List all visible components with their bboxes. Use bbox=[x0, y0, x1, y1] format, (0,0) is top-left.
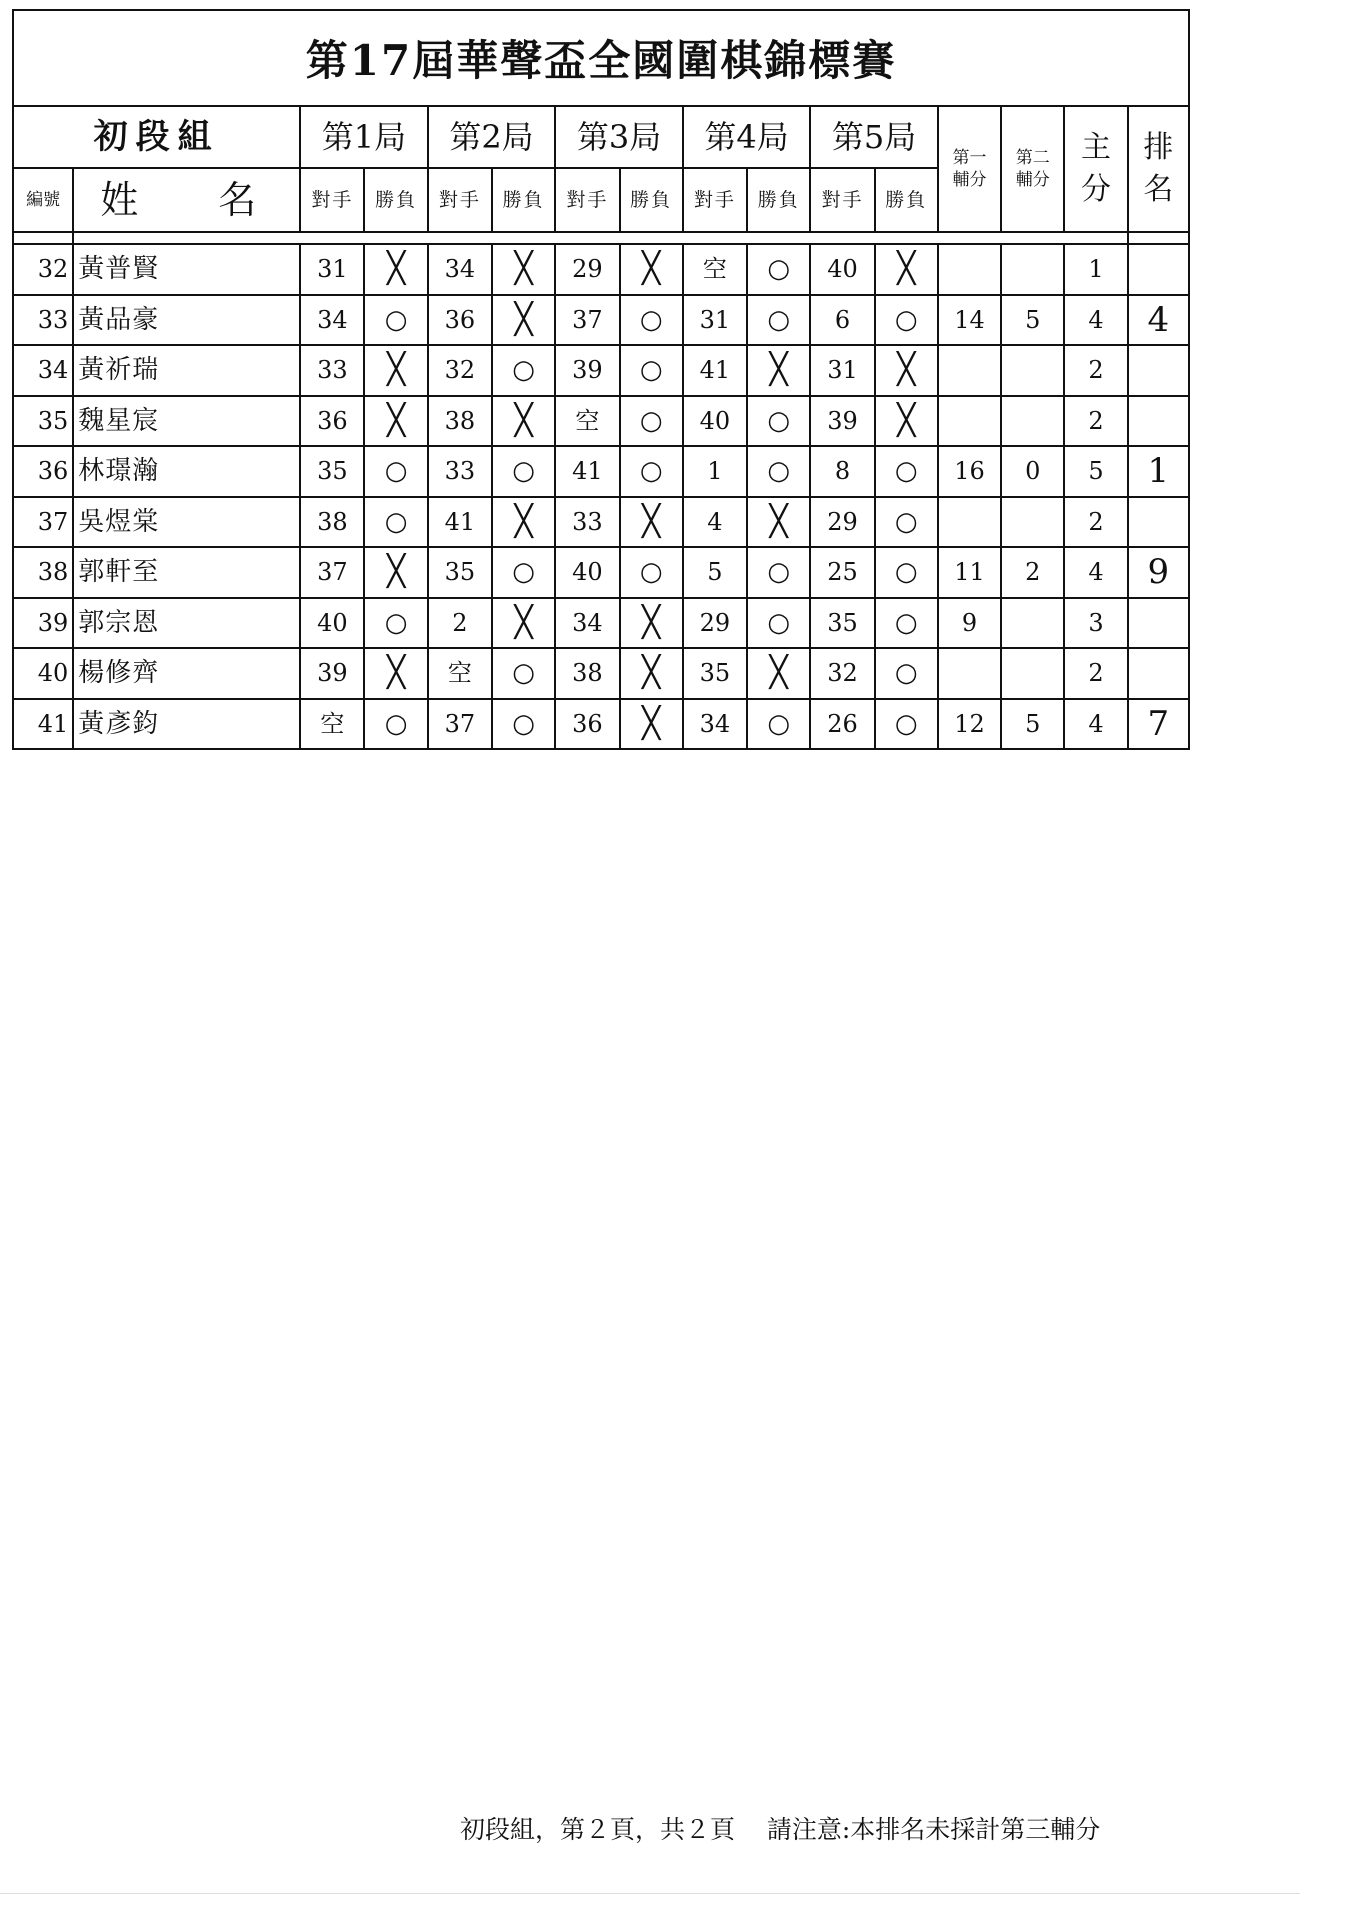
opponent-cell: 26 bbox=[810, 699, 874, 750]
rank-cell: 4 bbox=[1128, 295, 1189, 346]
tiebreak-2-cell bbox=[1001, 598, 1064, 649]
player-name: 郭宗恩 bbox=[73, 598, 300, 649]
rank-cell bbox=[1128, 396, 1189, 447]
table-row bbox=[13, 497, 1189, 548]
round-1-header: 第1局 bbox=[300, 106, 428, 168]
name-header: 姓 名 bbox=[73, 168, 300, 232]
opponent-cell: 2 bbox=[428, 598, 492, 649]
opponent-cell: 39 bbox=[555, 345, 619, 396]
opponent-cell: 40 bbox=[683, 396, 747, 447]
opponent-cell: 36 bbox=[428, 295, 492, 346]
player-name: 郭軒至 bbox=[73, 547, 300, 598]
opponent-cell: 36 bbox=[555, 699, 619, 750]
opponent-header: 對手 bbox=[683, 168, 747, 232]
opponent-cell: 35 bbox=[428, 547, 492, 598]
result-cell: ○ bbox=[875, 598, 938, 649]
result-cell: ╳ bbox=[364, 547, 427, 598]
result-cell: ╳ bbox=[747, 345, 810, 396]
player-number: 38 bbox=[13, 547, 73, 598]
tiebreak-1-cell bbox=[938, 345, 1001, 396]
opponent-header: 對手 bbox=[810, 168, 874, 232]
opponent-cell: 34 bbox=[683, 699, 747, 750]
opponent-cell: 41 bbox=[428, 497, 492, 548]
opponent-cell: 空 bbox=[428, 648, 492, 699]
opponent-cell: 34 bbox=[300, 295, 364, 346]
table-row bbox=[13, 648, 1189, 699]
main-score-cell: 2 bbox=[1064, 648, 1127, 699]
result-cell: ╳ bbox=[747, 648, 810, 699]
result-cell: ○ bbox=[620, 396, 683, 447]
player-number: 36 bbox=[13, 446, 73, 497]
rank-cell bbox=[1128, 598, 1189, 649]
main-score-cell: 1 bbox=[1064, 244, 1127, 295]
rank-header: 排 名 bbox=[1128, 106, 1189, 232]
player-number: 34 bbox=[13, 345, 73, 396]
main-score-cell: 3 bbox=[1064, 598, 1127, 649]
result-cell: ○ bbox=[492, 345, 555, 396]
main-score-header: 主 分 bbox=[1064, 106, 1127, 232]
page-title: 第17屆華聲盃全國圍棋錦標賽 bbox=[12, 9, 1190, 105]
opponent-cell: 40 bbox=[300, 598, 364, 649]
tiebreak-2-cell: 5 bbox=[1001, 295, 1064, 346]
player-name: 黃普賢 bbox=[73, 244, 300, 295]
table-row bbox=[13, 446, 1189, 497]
result-cell: ╳ bbox=[620, 244, 683, 295]
tiebreak-2-cell bbox=[1001, 497, 1064, 548]
player-name: 林璟瀚 bbox=[73, 446, 300, 497]
footer-note: 請注意:本排名未採計第三輔分 bbox=[766, 1815, 1101, 1844]
opponent-cell: 37 bbox=[555, 295, 619, 346]
result-cell: ○ bbox=[364, 446, 427, 497]
round-2-header: 第2局 bbox=[428, 106, 556, 168]
result-cell: ╳ bbox=[875, 244, 938, 295]
opponent-cell: 37 bbox=[300, 547, 364, 598]
opponent-cell: 39 bbox=[810, 396, 874, 447]
bottom-divider bbox=[0, 1893, 1300, 1894]
group-name: 初段組 bbox=[13, 106, 300, 168]
opponent-cell: 空 bbox=[300, 699, 364, 750]
result-cell: ╳ bbox=[492, 295, 555, 346]
player-number: 35 bbox=[13, 396, 73, 447]
tiebreak-1-cell: 12 bbox=[938, 699, 1001, 750]
opponent-cell: 29 bbox=[810, 497, 874, 548]
result-header: 勝負 bbox=[364, 168, 427, 232]
rank-cell bbox=[1128, 497, 1189, 548]
tiebreak-2-cell: 5 bbox=[1001, 699, 1064, 750]
result-cell: ○ bbox=[364, 699, 427, 750]
tiebreak-1-cell: 16 bbox=[938, 446, 1001, 497]
table-row bbox=[13, 295, 1189, 346]
result-cell: ○ bbox=[620, 547, 683, 598]
result-cell: ○ bbox=[747, 446, 810, 497]
tiebreak-1-cell bbox=[938, 396, 1001, 447]
result-cell: ○ bbox=[620, 295, 683, 346]
result-cell: ○ bbox=[492, 699, 555, 750]
result-cell: ╳ bbox=[364, 244, 427, 295]
result-cell: ○ bbox=[875, 446, 938, 497]
result-cell: ╳ bbox=[364, 396, 427, 447]
page-footer bbox=[460, 1810, 1100, 1846]
main-score-cell: 2 bbox=[1064, 396, 1127, 447]
opponent-cell: 40 bbox=[810, 244, 874, 295]
result-cell: ○ bbox=[492, 446, 555, 497]
opponent-cell: 5 bbox=[683, 547, 747, 598]
opponent-cell: 空 bbox=[683, 244, 747, 295]
tiebreak-2-cell bbox=[1001, 396, 1064, 447]
opponent-cell: 8 bbox=[810, 446, 874, 497]
opponent-cell: 38 bbox=[555, 648, 619, 699]
player-number: 32 bbox=[13, 244, 73, 295]
round-3-header: 第3局 bbox=[555, 106, 683, 168]
round-4-header: 第4局 bbox=[683, 106, 811, 168]
player-number: 41 bbox=[13, 699, 73, 750]
result-cell: ╳ bbox=[492, 497, 555, 548]
tiebreak-1-cell: 9 bbox=[938, 598, 1001, 649]
opponent-cell: 41 bbox=[555, 446, 619, 497]
tiebreak-2-header: 第二 輔分 bbox=[1001, 106, 1064, 232]
opponent-cell: 38 bbox=[300, 497, 364, 548]
result-cell: ○ bbox=[875, 295, 938, 346]
result-cell: ○ bbox=[364, 497, 427, 548]
opponent-cell: 29 bbox=[683, 598, 747, 649]
rank-cell: 9 bbox=[1128, 547, 1189, 598]
opponent-cell: 1 bbox=[683, 446, 747, 497]
table-row bbox=[13, 396, 1189, 447]
result-cell: ○ bbox=[875, 648, 938, 699]
table-row bbox=[13, 345, 1189, 396]
opponent-cell: 6 bbox=[810, 295, 874, 346]
opponent-cell: 32 bbox=[810, 648, 874, 699]
result-cell: ╳ bbox=[492, 396, 555, 447]
opponent-cell: 33 bbox=[300, 345, 364, 396]
table-row bbox=[13, 699, 1189, 750]
player-name: 吳煜棠 bbox=[73, 497, 300, 548]
opponent-cell: 31 bbox=[300, 244, 364, 295]
opponent-cell: 31 bbox=[683, 295, 747, 346]
tiebreak-1-cell: 11 bbox=[938, 547, 1001, 598]
player-name: 楊修齊 bbox=[73, 648, 300, 699]
tiebreak-1-cell bbox=[938, 648, 1001, 699]
tiebreak-2-cell: 0 bbox=[1001, 446, 1064, 497]
player-number: 40 bbox=[13, 648, 73, 699]
result-header: 勝負 bbox=[875, 168, 938, 232]
rank-cell bbox=[1128, 244, 1189, 295]
opponent-cell: 35 bbox=[810, 598, 874, 649]
tiebreak-2-cell bbox=[1001, 648, 1064, 699]
player-number: 33 bbox=[13, 295, 73, 346]
result-cell: ╳ bbox=[620, 497, 683, 548]
opponent-cell: 38 bbox=[428, 396, 492, 447]
table-row bbox=[13, 547, 1189, 598]
main-score-cell: 5 bbox=[1064, 446, 1127, 497]
result-cell: ╳ bbox=[364, 648, 427, 699]
result-cell: ○ bbox=[747, 699, 810, 750]
tiebreak-2-cell: 2 bbox=[1001, 547, 1064, 598]
opponent-cell: 34 bbox=[428, 244, 492, 295]
result-cell: ╳ bbox=[620, 699, 683, 750]
tiebreak-1-cell: 14 bbox=[938, 295, 1001, 346]
main-score-cell: 2 bbox=[1064, 345, 1127, 396]
main-score-cell: 4 bbox=[1064, 547, 1127, 598]
opponent-cell: 40 bbox=[555, 547, 619, 598]
rank-cell bbox=[1128, 648, 1189, 699]
result-cell: ○ bbox=[875, 547, 938, 598]
opponent-cell: 空 bbox=[555, 396, 619, 447]
standings-table bbox=[12, 105, 1190, 750]
number-header: 編號 bbox=[13, 168, 73, 232]
opponent-cell: 39 bbox=[300, 648, 364, 699]
result-cell: ○ bbox=[747, 396, 810, 447]
opponent-cell: 32 bbox=[428, 345, 492, 396]
result-cell: ○ bbox=[875, 699, 938, 750]
result-cell: ╳ bbox=[747, 497, 810, 548]
result-cell: ╳ bbox=[875, 345, 938, 396]
opponent-cell: 36 bbox=[300, 396, 364, 447]
result-cell: ╳ bbox=[875, 396, 938, 447]
result-cell: ○ bbox=[620, 446, 683, 497]
tiebreak-1-cell bbox=[938, 244, 1001, 295]
opponent-cell: 33 bbox=[428, 446, 492, 497]
player-number: 39 bbox=[13, 598, 73, 649]
result-cell: ○ bbox=[364, 295, 427, 346]
result-cell: ○ bbox=[747, 547, 810, 598]
opponent-cell: 4 bbox=[683, 497, 747, 548]
standings-sheet bbox=[12, 9, 1190, 750]
player-name: 黃彥鈞 bbox=[73, 699, 300, 750]
opponent-header: 對手 bbox=[300, 168, 364, 232]
rank-cell: 1 bbox=[1128, 446, 1189, 497]
result-cell: ○ bbox=[747, 295, 810, 346]
tiebreak-1-cell bbox=[938, 497, 1001, 548]
opponent-cell: 37 bbox=[428, 699, 492, 750]
opponent-header: 對手 bbox=[428, 168, 492, 232]
player-number: 37 bbox=[13, 497, 73, 548]
opponent-cell: 34 bbox=[555, 598, 619, 649]
rank-cell: 7 bbox=[1128, 699, 1189, 750]
player-name: 黃祈瑞 bbox=[73, 345, 300, 396]
opponent-cell: 35 bbox=[300, 446, 364, 497]
opponent-cell: 29 bbox=[555, 244, 619, 295]
result-header: 勝負 bbox=[492, 168, 555, 232]
result-cell: ╳ bbox=[364, 345, 427, 396]
opponent-cell: 41 bbox=[683, 345, 747, 396]
result-header: 勝負 bbox=[620, 168, 683, 232]
result-cell: ╳ bbox=[492, 598, 555, 649]
player-name: 黃品豪 bbox=[73, 295, 300, 346]
result-cell: ╳ bbox=[620, 648, 683, 699]
result-cell: ○ bbox=[492, 648, 555, 699]
opponent-header: 對手 bbox=[555, 168, 619, 232]
result-cell: ╳ bbox=[492, 244, 555, 295]
round-5-header: 第5局 bbox=[810, 106, 938, 168]
footer-page-info: 初段組，第２頁，共２頁 bbox=[460, 1815, 736, 1844]
tiebreak-2-cell bbox=[1001, 345, 1064, 396]
player-name: 魏星宸 bbox=[73, 396, 300, 447]
result-cell: ╳ bbox=[620, 598, 683, 649]
result-header: 勝負 bbox=[747, 168, 810, 232]
opponent-cell: 31 bbox=[810, 345, 874, 396]
result-cell: ○ bbox=[364, 598, 427, 649]
result-cell: ○ bbox=[492, 547, 555, 598]
tiebreak-2-cell bbox=[1001, 244, 1064, 295]
main-score-cell: 4 bbox=[1064, 699, 1127, 750]
rank-cell bbox=[1128, 345, 1189, 396]
opponent-cell: 35 bbox=[683, 648, 747, 699]
main-score-cell: 4 bbox=[1064, 295, 1127, 346]
result-cell: ○ bbox=[875, 497, 938, 548]
table-row bbox=[13, 244, 1189, 295]
table-row bbox=[13, 598, 1189, 649]
result-cell: ○ bbox=[747, 598, 810, 649]
opponent-cell: 25 bbox=[810, 547, 874, 598]
main-score-cell: 2 bbox=[1064, 497, 1127, 548]
tiebreak-1-header: 第一 輔分 bbox=[938, 106, 1001, 232]
opponent-cell: 33 bbox=[555, 497, 619, 548]
result-cell: ○ bbox=[747, 244, 810, 295]
result-cell: ○ bbox=[620, 345, 683, 396]
